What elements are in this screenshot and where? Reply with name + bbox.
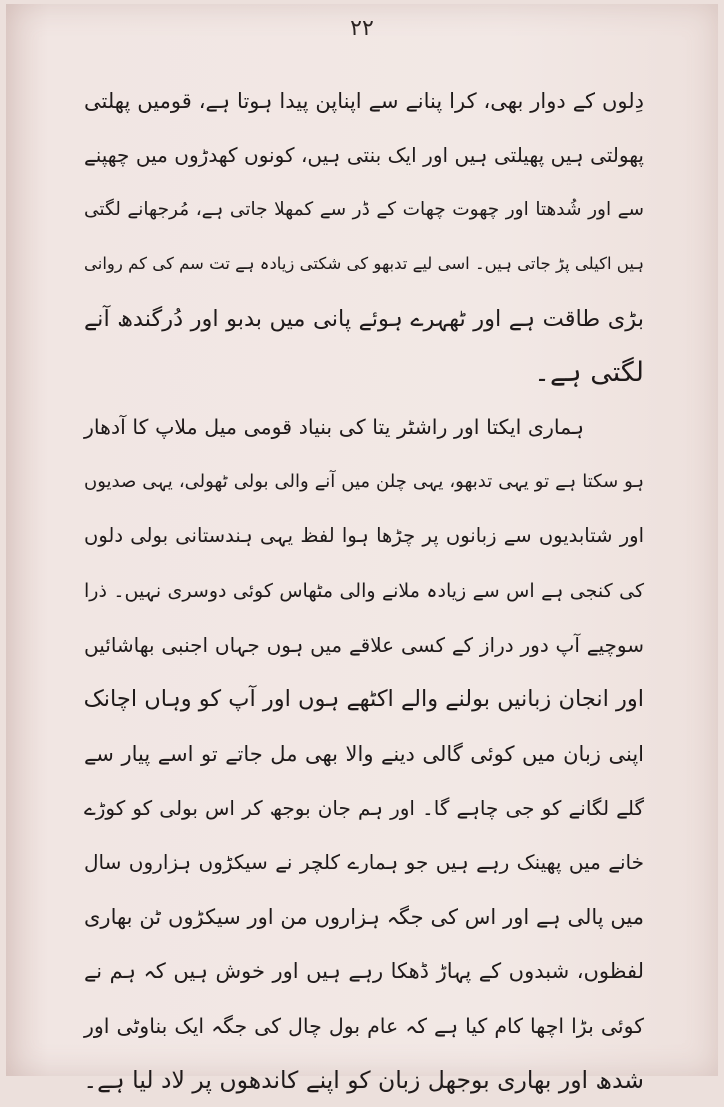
body-text xyxy=(84,74,644,1107)
page-number: ۲۲ xyxy=(350,16,374,41)
text-line: سے اور شُدھتا اور چھوت چھات کے ڈر سے کمھلا جاتی ہے، مُرجھانے لگتی xyxy=(84,198,644,220)
text-line: سوچیے آپ دور دراز کے کسی علاقے میں ہوں جہاں اجنبی بھاشائیں xyxy=(84,632,644,657)
text-line: پھولتی ہیں پھیلتی ہیں اور ایک بنتی ہیں، کونوں کھدڑوں میں چھپنے xyxy=(84,143,644,168)
text-line: بڑی طاقت ہے اور ٹھہرے ہوئے پانی میں بدبو اور دُرگندھ آنے xyxy=(84,305,644,332)
text-line: گلے لگانے کو جی چاہے گا۔ اور ہم جان بوجھ کر اس بولی کو کوڑے xyxy=(84,796,644,821)
text-line: اور انجان زبانیں بولنے والے اکٹھے ہوں اور آپ کو وہاں اچانک xyxy=(83,686,644,713)
text-line: ہو سکتا ہے تو یہی تدبھو، یہی چلن میں آنے والی بولی ٹھولی، یہی صدیوں xyxy=(84,470,644,492)
text-line: لگتی ہے۔ xyxy=(534,356,644,388)
text-line: ہیں اکیلی پڑ جاتی ہیں۔ اسی لیے تدبھو کی شکتی زیادہ ہے تت سم کی کم روانی xyxy=(84,254,644,274)
text-line: کی کنجی ہے اس سے زیادہ ملانے والی مٹھاس کوئی دوسری نہیں۔ ذرا xyxy=(84,579,644,602)
book-page xyxy=(6,4,718,1095)
text-line: اور شتابدیوں سے زبانوں پر چڑھا ہوا لفظ یہی ہندستانی بولی دلوں xyxy=(84,524,644,548)
text-line: لفظوں، شبدوں کے پہاڑ ڈھکا رہے ہیں اور خوش ہیں کہ ہم نے xyxy=(84,959,644,984)
text-line: خانے میں پھینک رہے ہیں جو ہمارے کلچر نے سیکڑوں ہزاروں سال xyxy=(84,850,644,875)
text-line: اپنی زبان میں کوئی گالی دینے والا بھی مل جاتے تو اسے پیار سے xyxy=(84,741,644,766)
text-line: دِلوں کے دوار بھی، کرا پنانے سے اپناپن پیدا ہوتا ہے، قومیں پھلتی xyxy=(84,89,644,113)
text-line: شدھ اور بھاری بوجھل زبان کو اپنے کاندھوں پر لاد لیا ہے۔ xyxy=(83,1066,644,1095)
text-line: میں پالی ہے اور اس کی جگہ ہزاروں من اور سیکڑوں ٹن بھاری xyxy=(84,904,644,929)
text-line: کوئی بڑا اچھا کام کیا ہے کہ عام بول چال کی جگہ ایک بناوٹی اور xyxy=(84,1013,644,1038)
text-line: ہماری ایکتا اور راشٹر یتا کی بنیاد قومی میل ملاپ کا آدھار xyxy=(84,415,584,440)
